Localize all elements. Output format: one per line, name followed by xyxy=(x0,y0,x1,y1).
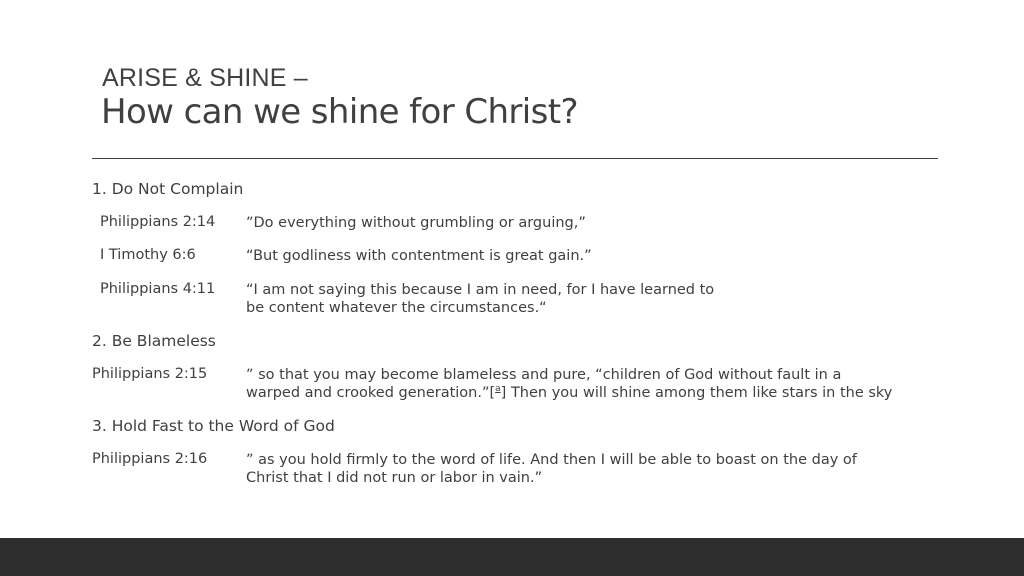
scripture-quote xyxy=(246,366,936,402)
scripture-quote xyxy=(246,451,936,487)
quote-line: so that you may become blameless and pure, “children of God without fault in a xyxy=(253,367,842,383)
quote-line: ] Then you will shine among them like stars in the sky xyxy=(500,385,893,401)
scripture-quote xyxy=(246,281,936,317)
quote-mark: ˮ xyxy=(246,215,254,231)
quote-text: Do everything without grumbling or arguing,” xyxy=(253,215,586,231)
scripture-reference: Philippians 2:14 xyxy=(100,214,216,230)
quote-mark: ˮ xyxy=(246,367,254,383)
footer-bar xyxy=(0,538,1024,576)
quote-line: as you hold firmly to the word of life. And then I will be able to boast on the day of xyxy=(253,452,857,468)
quote-line: warped and crooked generation.”[ xyxy=(246,385,496,401)
quote-line: Christ that I did not run or labor in vain.” xyxy=(246,470,543,486)
section-heading: 1. Do Not Complain xyxy=(92,180,244,198)
quote-mark: ˮ xyxy=(246,452,254,468)
section-heading: 2. Be Blameless xyxy=(92,332,216,350)
quote-line: “I am not saying this because I am in need, for I have learned to xyxy=(246,282,715,298)
scripture-quote: “But godliness with contentment is great gain.” xyxy=(246,248,592,264)
scripture-reference: Philippians 2:15 xyxy=(92,366,208,382)
section-heading: 3. Hold Fast to the Word of God xyxy=(92,417,335,435)
scripture-quote xyxy=(246,214,936,232)
quote-line: be content whatever the circumstances.“ xyxy=(246,300,547,316)
footnote-link[interactable]: a xyxy=(495,384,501,395)
slide-title: How can we shine for Christ? xyxy=(101,92,578,132)
scripture-reference: Philippians 2:16 xyxy=(92,451,208,467)
scripture-reference: I Timothy 6:6 xyxy=(100,247,196,263)
scripture-reference: Philippians 4:11 xyxy=(100,281,216,297)
slide-eyebrow: ARISE & SHINE – xyxy=(102,64,308,92)
